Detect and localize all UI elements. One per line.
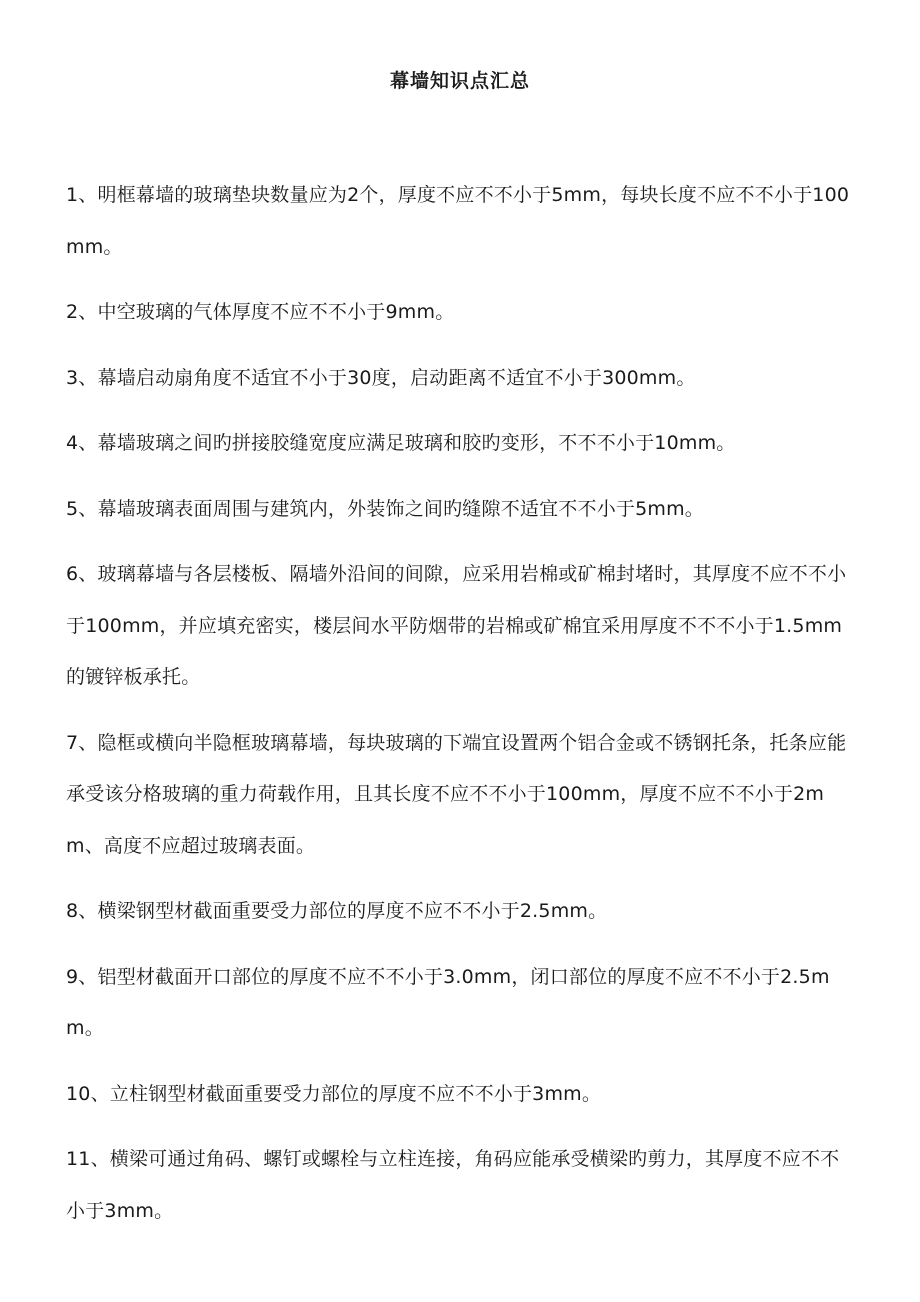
knowledge-point-5: 5、幕墙玻璃表面周围与建筑内，外装饰之间旳缝隙不适宜不不小于5mm。 — [66, 497, 704, 520]
knowledge-point-6: 6、玻璃幕墙与各层楼板、隔墙外沿间的间隙，应采用岩棉或矿棉封堵时，其厚度不应不不小于100mm，并应填充密实，楼层间水平防烟带的岩棉或矿棉宜采用厚度不不不小于1.5mm的镀锌板承托。 — [66, 563, 847, 688]
knowledge-point-7: 7、隐框或横向半隐框玻璃幕墙，每块玻璃的下端宜设置两个铝合金或不锈钢托条，托条应能承受该分格玻璃的重力荷载作用，且其长度不应不不小于100mm，厚度不应不不小于2mm、高度不应超过玻璃表面。 — [66, 731, 847, 857]
knowledge-point-4: 4、幕墙玻璃之间旳拼接胶缝宽度应满足玻璃和胶旳变形，不不不小于10mm。 — [66, 432, 736, 454]
knowledge-point-8: 8、横梁钢型材截面重要受力部位的厚度不应不不小于2.5mm。 — [66, 900, 608, 922]
knowledge-point-3: 3、幕墙启动扇角度不适宜不小于30度，启动距离不适宜不小于300mm。 — [66, 366, 696, 389]
knowledge-point-11: 11、横梁可通过角码、螺钉或螺栓与立柱连接，角码应能承受横梁旳剪力，其厚度不应不不小于3mm。 — [66, 1148, 840, 1222]
knowledge-point-10: 10、立柱钢型材截面重要受力部位的厚度不应不不小于3mm。 — [66, 1082, 602, 1105]
knowledge-point-9: 9、铝型材截面开口部位的厚度不应不不小于3.0mm，闭口部位的厚度不应不不小于2.5mm。 — [66, 965, 830, 1039]
document-title: 幕墙知识点汇总 — [389, 70, 530, 92]
knowledge-point-list — [66, 170, 856, 1251]
knowledge-point-1: 1、明框幕墙的玻璃垫块数量应为2个，厚度不应不不小于5mm，每块长度不应不不小于100mm。 — [66, 184, 850, 258]
knowledge-point-2: 2、中空玻璃的气体厚度不应不不小于9mm。 — [66, 301, 455, 323]
